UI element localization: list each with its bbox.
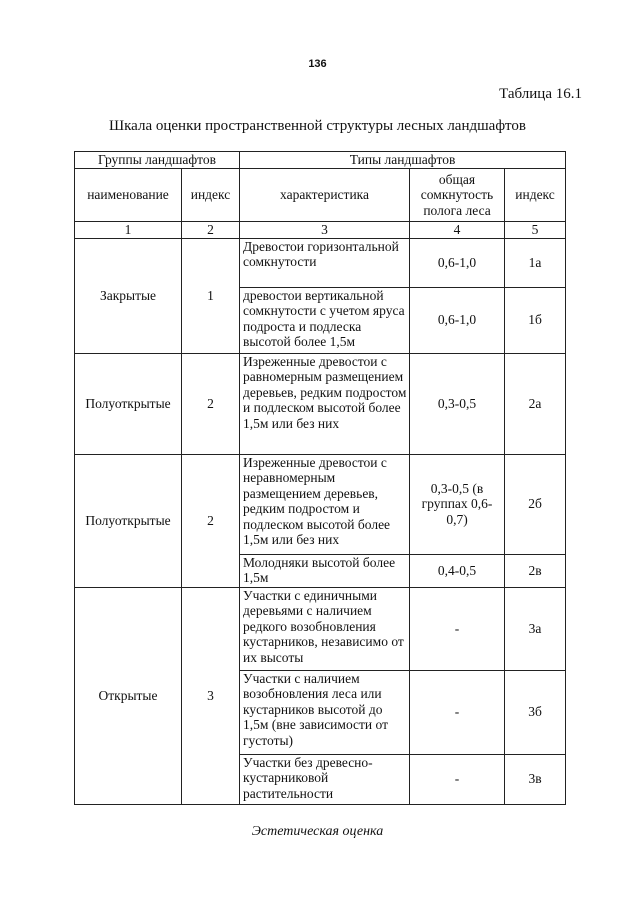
header-group-index: индекс xyxy=(182,169,240,222)
header-row-1 xyxy=(75,152,566,169)
group-name-cell: Полуоткрытые xyxy=(75,353,182,454)
column-number: 3 xyxy=(240,222,410,239)
group-name-cell: Полуоткрытые xyxy=(75,454,182,587)
type-index-cell: 1а xyxy=(505,238,566,287)
type-index-cell: 2б xyxy=(505,454,566,554)
header-landscape-groups: Группы ландшафтов xyxy=(75,152,240,169)
characteristic-cell: Участки без древесно-кустарниковой растительности xyxy=(240,754,410,804)
characteristic-cell: Участки с единичными деревьями с наличием редкого возобновления кустарников, независимо от их высоты xyxy=(240,587,410,670)
characteristic-cell: Молодняки высотой более 1,5м xyxy=(240,554,410,587)
group-index-cell: 2 xyxy=(182,353,240,454)
canopy-cell: 0,3-0,5 (в группах 0,6-0,7) xyxy=(410,454,505,554)
group-name-cell: Закрытые xyxy=(75,238,182,353)
table-row xyxy=(75,587,566,670)
group-index-cell: 2 xyxy=(182,454,240,587)
characteristic-cell: Участки с наличием возобновления леса или кустарников высотой до 1,5м (вне зависимости от густоты) xyxy=(240,670,410,754)
canopy-cell: 0,6-1,0 xyxy=(410,287,505,353)
group-index-cell: 3 xyxy=(182,587,240,804)
type-index-cell: 2а xyxy=(505,353,566,454)
canopy-cell: 0,6-1,0 xyxy=(410,238,505,287)
group-index-cell: 1 xyxy=(182,238,240,353)
header-type-index: индекс xyxy=(505,169,566,222)
group-name-cell: Открытые xyxy=(75,587,182,804)
header-landscape-types: Типы ландшафтов xyxy=(240,152,566,169)
table-row xyxy=(75,454,566,554)
characteristic-cell: Изреженные древостои с равномерным размещением деревьев, редким подростом и подлеском высотой более 1,5м или без них xyxy=(240,353,410,454)
column-number: 2 xyxy=(182,222,240,239)
column-number: 5 xyxy=(505,222,566,239)
header-name: наименование xyxy=(75,169,182,222)
canopy-cell: - xyxy=(410,587,505,670)
header-canopy-closure: общая сомкнутость полога леса xyxy=(410,169,505,222)
type-index-cell: 3в xyxy=(505,754,566,804)
type-index-cell: 3б xyxy=(505,670,566,754)
canopy-cell: - xyxy=(410,754,505,804)
column-numbers-row xyxy=(75,222,566,239)
section-heading-aesthetic-evaluation: Эстетическая оценка xyxy=(251,824,384,839)
canopy-cell: 0,3-0,5 xyxy=(410,353,505,454)
canopy-cell: - xyxy=(410,670,505,754)
canopy-cell: 0,4-0,5 xyxy=(410,554,505,587)
table-row xyxy=(75,353,566,454)
table-row xyxy=(75,238,566,287)
table-label: Таблица 16.1 xyxy=(499,86,582,102)
type-index-cell: 1б xyxy=(505,287,566,353)
column-number: 4 xyxy=(410,222,505,239)
page-number: 136 xyxy=(308,58,327,70)
landscape-structure-table xyxy=(74,151,566,805)
type-index-cell: 3а xyxy=(505,587,566,670)
type-index-cell: 2в xyxy=(505,554,566,587)
header-characteristic: характеристика xyxy=(240,169,410,222)
characteristic-cell: древостои вертикальной сомкнутости с учетом яруса подроста и подлеска высотой более 1,5м xyxy=(240,287,410,353)
table-title: Шкала оценки пространственной структуры лесных ландшафтов xyxy=(108,118,526,134)
characteristic-cell: Изреженные древостои с неравномерным размещением деревьев, редким подростом и подлеском высотой более 1,5м или без них xyxy=(240,454,410,554)
header-row-2 xyxy=(75,169,566,222)
column-number: 1 xyxy=(75,222,182,239)
characteristic-cell: Древостои горизонтальной сомкнутости xyxy=(240,238,410,287)
